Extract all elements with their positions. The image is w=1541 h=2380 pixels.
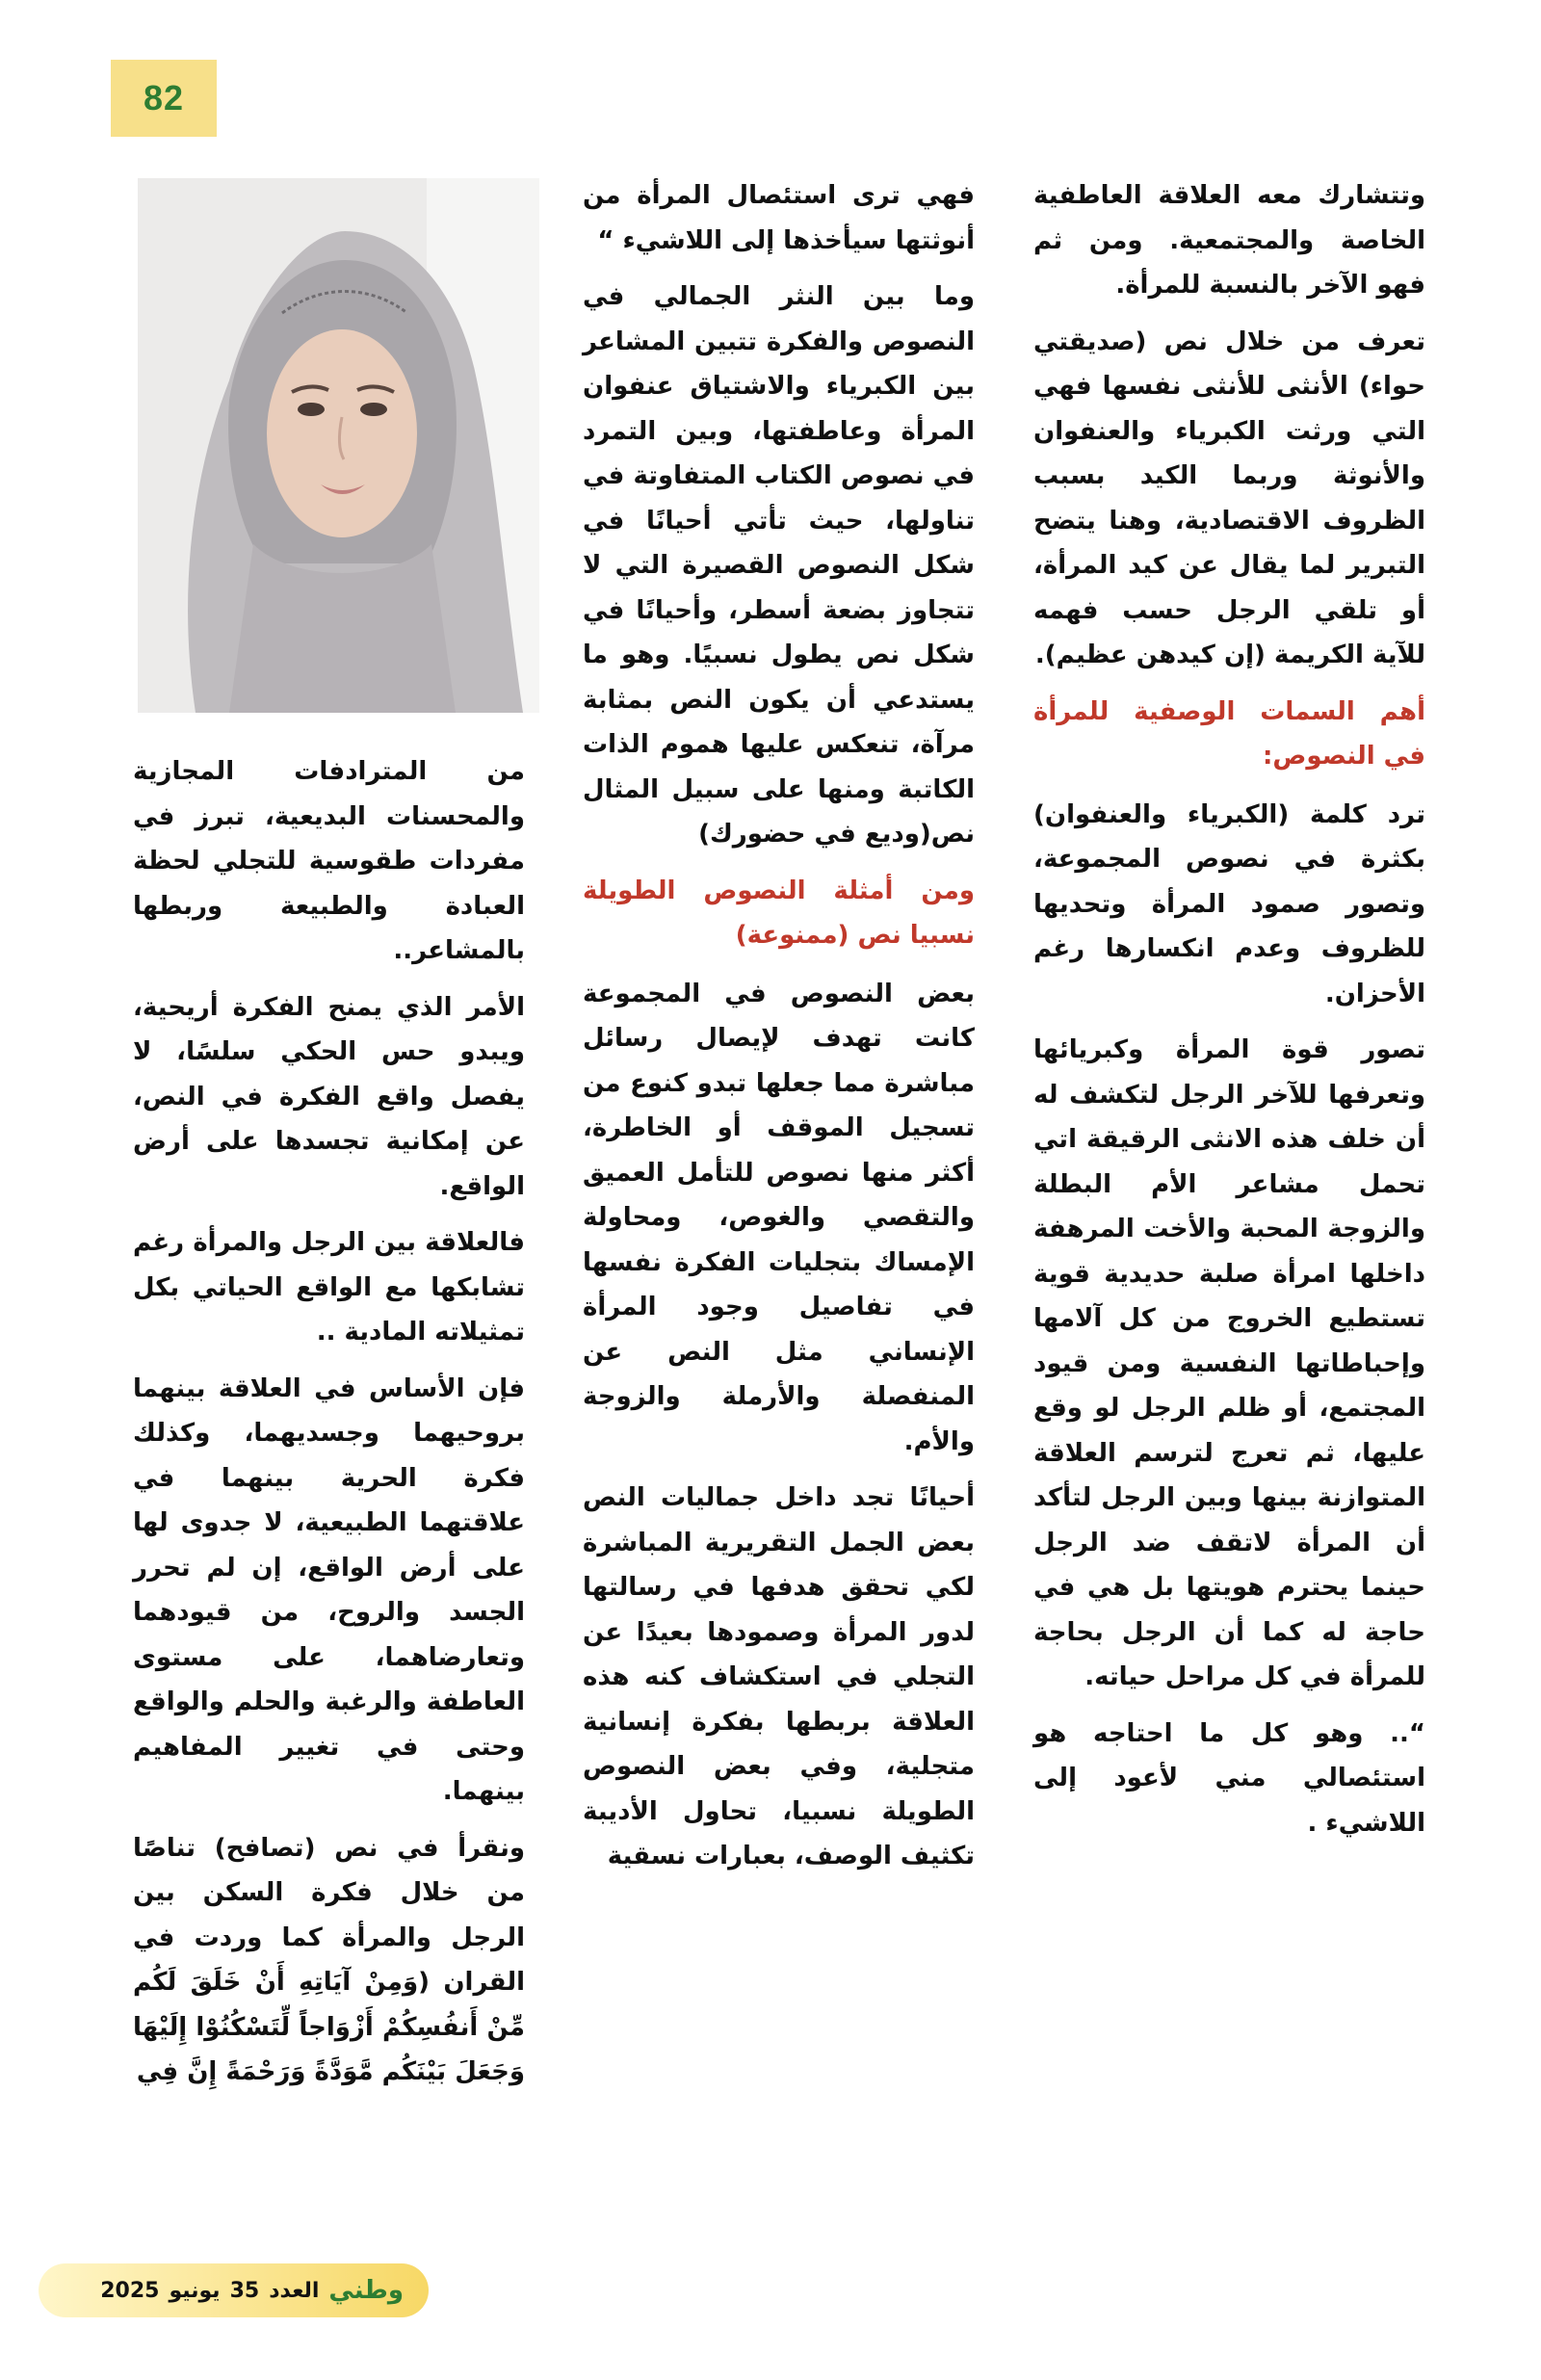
page-number: 82 [111,60,217,137]
issue-year: 2025 [100,2278,160,2303]
paragraph: تعرف من خلال نص (صديقتي حواء) الأنثى للأنثى نفسها فهي التي ورثت الكبرياء والعنفوان والأنوثة وربما الكيد بسبب الظروف الاقتصادية، وهنا يتضح التبرير لما يقال عن كيد المرأة، أو تلقي الرجل حسب فهمه للآية الكريمة (إن كيدهن عظيم). [1033,327,1425,669]
paragraph: وما بين النثر الجمالي في النصوص والفكرة تتبين المشاعر بين الكبرياء والاشتياق عنفوان المرأة وعاطفتها، وبين التمرد في نصوص الكتاب المتفاوتة في تناولها، حيث تأتي أحيانًا في شكل النصوص القصيرة التي لا تتجاوز بضعة أسطر، وأحيانًا في شكل نص يطول نسبيًا. وهو ما يستدعي أن يكون النص بمثابة مرآة، تنعكس عليها هموم الذات الكاتبة ومنها على سبيل المثال نص(وديع في حضورك) [583,282,975,849]
paragraph: تصور قوة المرأة وكبريائها وتعرفها للآخر الرجل لتكشف له أن خلف هذه الانثى الرقيقة اتي تحمل مشاعر الأم البطلة والزوجة المحبة والأخت المرهفة داخلها امرأة صلبة حديدية قوية تستطيع الخروج من كل آلامها وإحباطاتها النفسية ومن قيود المجتمع، أو ظلم الرجل لو وقع عليها، ثم تعرج لترسم العلاقة المتوازنة بينها وبين الرجل لتأكد أن المرأة لاتقف ضد الرجل حينما يحترم هويتها بل هي في حاجة له كما أن الرجل بحاجة للمرأة في كل مراحل حياته. [1033,1035,1425,1691]
paragraph: ونقرأ في نص (تصافح) تناصًا من خلال فكرة السكن بين الرجل والمرأة كما وردت في القران (وَمِنْ آيَاتِهِ أَنْ خَلَقَ لَكُم مِّنْ أَنفُسِكُمْ أَزْوَاجاً لِّتَسْكُنُوْا إِلَيْهَا وَجَعَلَ بَيْنَكُم مَّوَدَّةً وَرَحْمَةً إِنَّ فِي [133,1833,525,2086]
paragraph: “.. وهو كل ما احتاجه هو استئصالي مني لأعود إلى اللاشيء . [1033,1718,1425,1838]
article-column-left [133,749,525,2106]
issue-label: العدد [269,2278,320,2303]
paragraph: ترد كلمة (الكبرياء والعنفوان) بكثرة في نصوص المجموعة، وتصور صمود المرأة وتحديها للظروف وعدم انكسارها رغم الأحزان. [1033,799,1425,1008]
issue-month: يونيو [169,2278,221,2303]
paragraph: بعض النصوص في المجموعة كانت تهدف لإيصال رسائل مباشرة مما جعلها تبدو كنوع من تسجيل الموقف أو الخاطرة، أكثر منها نصوص للتأمل العميق والتقصي والغوص، ومحاولة الإمساك بتجليات الفكرة نفسها في تفاصيل وجود المرأة الإنساني مثل النص عن المنفصلة والأرملة والزوجة والأم. [583,979,975,1456]
portrait-illustration [138,178,539,713]
article-column-middle [583,173,975,1891]
paragraph: وتتشارك معه العلاقة العاطفية الخاصة والمجتمعية. ومن ثم فهو الآخر بالنسبة للمرأة. [1033,181,1425,300]
issue-number: 35 [229,2278,260,2303]
magazine-name: وطني [328,2276,404,2305]
paragraph: فالعلاقة بين الرجل والمرأة رغم تشابكها مع الواقع الحياتي بكل تمثيلاته المادية .. [133,1228,525,1347]
section-heading: ومن أمثلة النصوص الطويلة نسبيا نص (ممنوعة) [583,876,975,950]
section-heading: أهم السمات الوصفية للمرأة في النصوص: [1033,696,1425,771]
article-column-right [1033,173,1425,1857]
paragraph: من المترادفات المجازية والمحسنات البديعية، تبرز في مفردات طقوسية للتجلي لحظة العبادة والطبيعة وربطها بالمشاعر.. [133,757,525,965]
paragraph: الأمر الذي يمنح الفكرة أريحية، ويبدو حس الحكي سلسًا، لا يفصل واقع الفكرة في النص، عن إمكانية تجسدها على أرض الواقع. [133,992,525,1201]
paragraph: فإن الأساس في العلاقة بينهما بروحيهما وجسديهما، وكذلك فكرة الحرية بينهما في علاقتهما الطبيعية، لا جدوى لها على أرض الواقع، إن لم تحرر الجسد والروح، من قيودهما وتعارضاهما، على مستوى العاطفة والرغبة والحلم والواقع وحتى في تغيير المفاهيم بينهما. [133,1373,525,1806]
paragraph: فهي ترى استئصال المرأة من أنوثتها سيأخذها إلى اللاشيء “ [583,181,975,255]
paragraph: أحيانًا تجد داخل جماليات النص بعض الجمل التقريرية المباشرة لكي تحقق هدفها في رسالتها لدور المرأة وصمودها بعيدًا عن التجلي في استكشاف كنه هذه العلاقة بربطها بفكرة إنسانية متجلية، وفي بعض النصوص الطويلة نسبيا، تحاول الأديبة تكثيف الوصف، بعبارات نسقية [583,1483,975,1870]
author-photo [138,178,539,713]
footer-issue-bar [39,2263,429,2317]
